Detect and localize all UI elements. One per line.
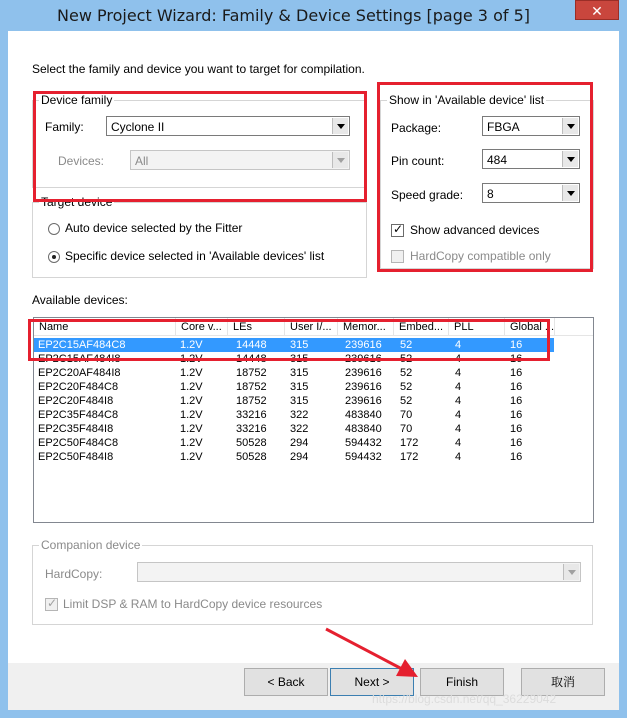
cell-user-io: 322: [290, 423, 309, 435]
column-header-les[interactable]: LEs: [228, 318, 285, 336]
cell-user-io: 294: [290, 451, 309, 463]
table-row[interactable]: [34, 394, 554, 408]
cell-user-io: 315: [290, 381, 309, 393]
speed-grade-select-value: 8: [487, 187, 494, 201]
available-devices-list[interactable]: [33, 317, 594, 523]
companion-device-group-title: Companion device: [41, 538, 141, 552]
cell-embedded: 172: [400, 437, 419, 449]
cell-user-io: 315: [290, 367, 309, 379]
cell-embedded: 52: [400, 339, 413, 351]
finish-button[interactable]: Finish: [420, 668, 504, 696]
hardcopy-select[interactable]: [137, 562, 581, 582]
cell-memory: 239616: [345, 353, 382, 365]
window-title: New Project Wizard: Family & Device Settings [page 3 of 5]: [57, 6, 530, 25]
cell-user-io: 315: [290, 339, 309, 351]
package-label: Package:: [391, 121, 442, 135]
speed-grade-label: Speed grade:: [391, 188, 464, 202]
wizard-client-area: [8, 31, 619, 710]
cell-global: 16: [510, 451, 523, 463]
table-row[interactable]: [34, 380, 554, 394]
cell-pll: 4: [455, 353, 462, 365]
specific-device-label: Specific device selected in 'Available devices' list: [65, 249, 325, 263]
cell-pll: 4: [455, 409, 462, 421]
cell-memory: 239616: [345, 339, 382, 351]
cell-les: 33216: [236, 423, 267, 435]
back-button[interactable]: < Back: [244, 668, 328, 696]
cell-user-io: 294: [290, 437, 309, 449]
table-row[interactable]: [34, 450, 554, 464]
cell-embedded: 52: [400, 381, 413, 393]
wizard-page: [8, 31, 619, 663]
cell-pll: 4: [455, 451, 462, 463]
cell-global: 16: [510, 381, 523, 393]
cell-global: 16: [510, 339, 523, 351]
column-header-global[interactable]: Global ...: [505, 318, 555, 336]
cell-pll: 4: [455, 395, 462, 407]
family-select[interactable]: [106, 116, 350, 136]
next-button[interactable]: Next >: [330, 668, 414, 696]
watermark: https://blog.csdn.net/qq_36229042: [372, 692, 557, 706]
chevron-down-icon: [332, 118, 348, 134]
table-row[interactable]: [34, 338, 554, 352]
cell-core-voltage: 1.2V: [180, 451, 203, 463]
cell-les: 14448: [236, 339, 267, 351]
hardcopy-label: HardCopy:: [45, 567, 103, 581]
close-button[interactable]: ✕: [575, 0, 619, 20]
cell-global: 16: [510, 423, 523, 435]
cell-name: EP2C20F484I8: [38, 395, 114, 407]
package-select[interactable]: [482, 116, 580, 136]
cell-name: EP2C35F484I8: [38, 423, 114, 435]
cell-memory: 483840: [345, 423, 382, 435]
cell-global: 16: [510, 367, 523, 379]
cell-core-voltage: 1.2V: [180, 381, 203, 393]
cell-embedded: 52: [400, 395, 413, 407]
cell-embedded: 52: [400, 367, 413, 379]
column-header-pll[interactable]: PLL: [449, 318, 505, 336]
cell-les: 18752: [236, 381, 267, 393]
cell-pll: 4: [455, 381, 462, 393]
column-header-embedded[interactable]: Embed...: [394, 318, 449, 336]
device-family-group-title: Device family: [41, 93, 113, 107]
cancel-button[interactable]: 取消: [521, 668, 605, 696]
speed-grade-select[interactable]: [482, 183, 580, 203]
cell-les: 50528: [236, 451, 267, 463]
pin-count-select[interactable]: [482, 149, 580, 169]
show-advanced-checkbox[interactable]: [391, 224, 404, 237]
cell-name: EP2C35F484C8: [38, 409, 119, 421]
cell-pll: 4: [455, 437, 462, 449]
show-in-list-group-title: Show in 'Available device' list: [389, 93, 545, 107]
table-row[interactable]: [34, 436, 554, 450]
cell-user-io: 315: [290, 395, 309, 407]
cell-core-voltage: 1.2V: [180, 423, 203, 435]
instruction-text: Select the family and device you want to target for compilation.: [32, 62, 365, 76]
cell-name: EP2C50F484I8: [38, 451, 114, 463]
cell-les: 33216: [236, 409, 267, 421]
cell-pll: 4: [455, 367, 462, 379]
cell-memory: 594432: [345, 451, 382, 463]
cell-les: 50528: [236, 437, 267, 449]
cell-core-voltage: 1.2V: [180, 395, 203, 407]
specific-device-radio[interactable]: [48, 251, 60, 263]
available-devices-label: Available devices:: [32, 293, 128, 307]
cell-user-io: 322: [290, 409, 309, 421]
cell-core-voltage: 1.2V: [180, 409, 203, 421]
table-row[interactable]: [34, 422, 554, 436]
table-row[interactable]: [34, 408, 554, 422]
devices-select-value: All: [135, 154, 149, 168]
target-device-group: [32, 195, 367, 278]
chevron-down-icon: [562, 151, 578, 167]
cell-memory: 594432: [345, 437, 382, 449]
limit-dsp-ram-label: Limit DSP & RAM to HardCopy device resources: [63, 597, 323, 611]
cell-name: EP2C20AF484I8: [38, 367, 121, 379]
cell-les: 18752: [236, 395, 267, 407]
family-label: Family:: [45, 120, 84, 134]
hardcopy-compatible-checkbox[interactable]: [391, 250, 404, 263]
cell-memory: 239616: [345, 367, 382, 379]
cell-embedded: 52: [400, 353, 413, 365]
cell-pll: 4: [455, 423, 462, 435]
device-family-group: [32, 93, 367, 188]
cell-name: EP2C20F484C8: [38, 381, 119, 393]
table-row[interactable]: [34, 352, 554, 366]
cell-name: EP2C15AF484C8: [38, 339, 126, 351]
table-row[interactable]: [34, 366, 554, 380]
family-select-value: Cyclone II: [111, 120, 165, 134]
cell-core-voltage: 1.2V: [180, 339, 203, 351]
chevron-down-icon: [332, 152, 348, 168]
column-header-name[interactable]: Name: [34, 318, 176, 336]
show-advanced-label: Show advanced devices: [410, 223, 540, 237]
chevron-down-icon: [563, 564, 579, 580]
cell-name: EP2C50F484C8: [38, 437, 119, 449]
package-select-value: FBGA: [487, 120, 520, 134]
devices-label: Devices:: [58, 154, 105, 168]
companion-device-group: [32, 538, 593, 625]
cell-name: EP2C15AF484I8: [38, 353, 121, 365]
cell-global: 16: [510, 395, 523, 407]
pin-count-label: Pin count:: [391, 154, 445, 168]
title-bar: [0, 0, 627, 31]
cell-pll: 4: [455, 339, 462, 351]
cell-global: 16: [510, 353, 523, 365]
column-header-memory[interactable]: Memor...: [338, 318, 394, 336]
hardcopy-compatible-label: HardCopy compatible only: [410, 249, 551, 263]
cell-core-voltage: 1.2V: [180, 353, 203, 365]
column-header-user-io[interactable]: User I/...: [285, 318, 338, 336]
cell-memory: 483840: [345, 409, 382, 421]
cell-les: 18752: [236, 367, 267, 379]
cell-user-io: 315: [290, 353, 309, 365]
devices-select[interactable]: [130, 150, 350, 170]
target-device-group-title: Target device: [41, 195, 113, 209]
cell-global: 16: [510, 409, 523, 421]
cell-core-voltage: 1.2V: [180, 437, 203, 449]
cell-memory: 239616: [345, 381, 382, 393]
show-in-list-group: [380, 93, 594, 269]
list-header: [34, 318, 593, 336]
chevron-down-icon: [562, 185, 578, 201]
cell-embedded: 70: [400, 409, 413, 421]
cell-embedded: 70: [400, 423, 413, 435]
auto-device-radio[interactable]: [48, 223, 60, 235]
chevron-down-icon: [562, 118, 578, 134]
column-header-core-voltage[interactable]: Core v...: [176, 318, 228, 336]
cell-les: 14448: [236, 353, 267, 365]
cell-memory: 239616: [345, 395, 382, 407]
pin-count-select-value: 484: [487, 153, 508, 167]
cell-embedded: 172: [400, 451, 419, 463]
limit-dsp-ram-checkbox[interactable]: [45, 598, 58, 611]
auto-device-label: Auto device selected by the Fitter: [65, 221, 243, 235]
checkmark-icon: ✓: [393, 222, 404, 236]
cell-core-voltage: 1.2V: [180, 367, 203, 379]
cell-global: 16: [510, 437, 523, 449]
checkmark-icon: ✓: [47, 596, 58, 610]
